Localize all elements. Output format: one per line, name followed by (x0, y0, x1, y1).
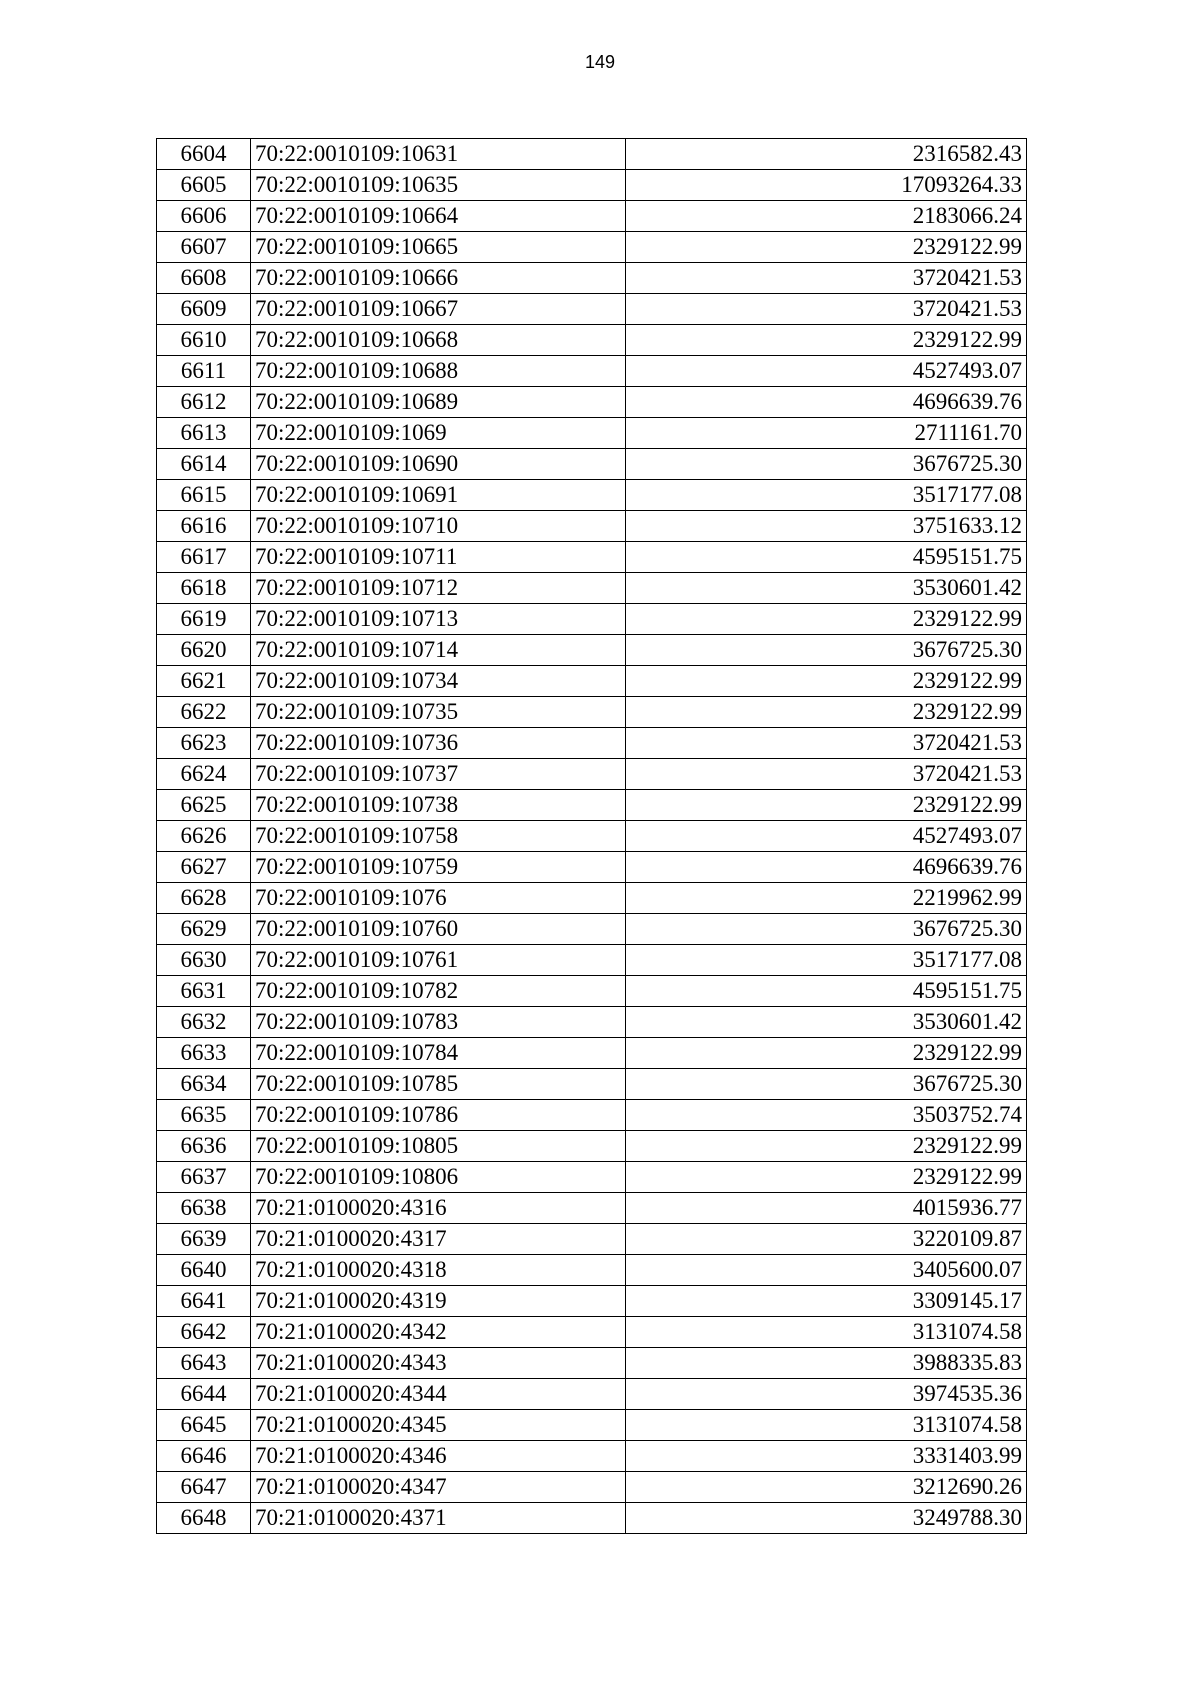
cadastral-number-cell: 70:22:0010109:10635 (251, 170, 626, 201)
cadastral-value-cell: 3309145.17 (626, 1286, 1027, 1317)
cadastral-number-cell: 70:21:0100020:4347 (251, 1472, 626, 1503)
row-number-cell: 6627 (157, 852, 251, 883)
cadastral-number-cell: 70:22:0010109:10665 (251, 232, 626, 263)
cadastral-value-cell: 3676725.30 (626, 914, 1027, 945)
cadastral-number-cell: 70:22:0010109:10783 (251, 1007, 626, 1038)
cadastral-value-cell: 2329122.99 (626, 1131, 1027, 1162)
row-number-cell: 6614 (157, 449, 251, 480)
row-number-cell: 6632 (157, 1007, 251, 1038)
table-row (157, 1162, 1027, 1193)
cadastral-value-cell: 3720421.53 (626, 263, 1027, 294)
cadastral-number-cell: 70:21:0100020:4319 (251, 1286, 626, 1317)
cadastral-number-cell: 70:22:0010109:10664 (251, 201, 626, 232)
table-row (157, 1193, 1027, 1224)
table-row (157, 635, 1027, 666)
row-number-cell: 6635 (157, 1100, 251, 1131)
row-number-cell: 6612 (157, 387, 251, 418)
table-body (157, 139, 1027, 1534)
cadastral-number-cell: 70:22:0010109:10805 (251, 1131, 626, 1162)
row-number-cell: 6626 (157, 821, 251, 852)
cadastral-value-cell: 2219962.99 (626, 883, 1027, 914)
row-number-cell: 6646 (157, 1441, 251, 1472)
cadastral-value-cell: 2329122.99 (626, 1038, 1027, 1069)
cadastral-value-cell: 4595151.75 (626, 542, 1027, 573)
table-row (157, 139, 1027, 170)
table-row (157, 790, 1027, 821)
row-number-cell: 6623 (157, 728, 251, 759)
row-number-cell: 6645 (157, 1410, 251, 1441)
row-number-cell: 6616 (157, 511, 251, 542)
cadastral-number-cell: 70:22:0010109:10631 (251, 139, 626, 170)
cadastral-number-cell: 70:22:0010109:10806 (251, 1162, 626, 1193)
cadastral-value-cell: 2329122.99 (626, 697, 1027, 728)
table-row (157, 1317, 1027, 1348)
cadastral-value-cell: 2329122.99 (626, 604, 1027, 635)
table-row (157, 480, 1027, 511)
cadastral-value-cell: 4696639.76 (626, 387, 1027, 418)
table-row (157, 1131, 1027, 1162)
cadastral-value-cell: 4696639.76 (626, 852, 1027, 883)
row-number-cell: 6619 (157, 604, 251, 635)
table-row (157, 232, 1027, 263)
table-row (157, 1410, 1027, 1441)
table-row (157, 1069, 1027, 1100)
table-row (157, 511, 1027, 542)
cadastral-value-cell: 3249788.30 (626, 1503, 1027, 1534)
table-row (157, 852, 1027, 883)
cadastral-value-cell: 3751633.12 (626, 511, 1027, 542)
row-number-cell: 6640 (157, 1255, 251, 1286)
cadastral-value-cell: 3212690.26 (626, 1472, 1027, 1503)
table-row (157, 573, 1027, 604)
cadastral-number-cell: 70:22:0010109:10710 (251, 511, 626, 542)
row-number-cell: 6615 (157, 480, 251, 511)
row-number-cell: 6604 (157, 139, 251, 170)
table-row (157, 1224, 1027, 1255)
cadastral-number-cell: 70:22:0010109:10786 (251, 1100, 626, 1131)
table-row (157, 1286, 1027, 1317)
row-number-cell: 6622 (157, 697, 251, 728)
cadastral-value-cell: 3131074.58 (626, 1410, 1027, 1441)
cadastral-number-cell: 70:21:0100020:4346 (251, 1441, 626, 1472)
row-number-cell: 6638 (157, 1193, 251, 1224)
cadastral-value-cell: 2329122.99 (626, 666, 1027, 697)
cadastral-value-cell: 4015936.77 (626, 1193, 1027, 1224)
row-number-cell: 6639 (157, 1224, 251, 1255)
cadastral-value-cell: 4595151.75 (626, 976, 1027, 1007)
cadastral-number-cell: 70:22:0010109:10688 (251, 356, 626, 387)
row-number-cell: 6647 (157, 1472, 251, 1503)
row-number-cell: 6607 (157, 232, 251, 263)
cadastral-number-cell: 70:21:0100020:4344 (251, 1379, 626, 1410)
table-row (157, 1007, 1027, 1038)
table-row (157, 1348, 1027, 1379)
cadastral-value-cell: 3676725.30 (626, 449, 1027, 480)
row-number-cell: 6633 (157, 1038, 251, 1069)
row-number-cell: 6608 (157, 263, 251, 294)
cadastral-number-cell: 70:22:0010109:1076 (251, 883, 626, 914)
row-number-cell: 6620 (157, 635, 251, 666)
row-number-cell: 6634 (157, 1069, 251, 1100)
row-number-cell: 6637 (157, 1162, 251, 1193)
cadastral-number-cell: 70:22:0010109:10737 (251, 759, 626, 790)
table-row (157, 728, 1027, 759)
row-number-cell: 6613 (157, 418, 251, 449)
cadastral-value-cell: 3974535.36 (626, 1379, 1027, 1410)
cadastral-value-cell: 3530601.42 (626, 573, 1027, 604)
cadastral-value-cell: 3530601.42 (626, 1007, 1027, 1038)
row-number-cell: 6648 (157, 1503, 251, 1534)
cadastral-number-cell: 70:22:0010109:10785 (251, 1069, 626, 1100)
table-row (157, 976, 1027, 1007)
cadastral-number-cell: 70:22:0010109:10761 (251, 945, 626, 976)
cadastral-value-cell: 2329122.99 (626, 1162, 1027, 1193)
row-number-cell: 6629 (157, 914, 251, 945)
table-row (157, 418, 1027, 449)
cadastral-value-cell: 2316582.43 (626, 139, 1027, 170)
cadastral-value-cell: 3405600.07 (626, 1255, 1027, 1286)
cadastral-number-cell: 70:22:0010109:10738 (251, 790, 626, 821)
cadastral-value-cell: 2329122.99 (626, 790, 1027, 821)
cadastral-number-cell: 70:21:0100020:4345 (251, 1410, 626, 1441)
table-row (157, 356, 1027, 387)
table-row (157, 666, 1027, 697)
row-number-cell: 6628 (157, 883, 251, 914)
row-number-cell: 6606 (157, 201, 251, 232)
cadastral-value-cell: 3220109.87 (626, 1224, 1027, 1255)
cadastral-number-cell: 70:22:0010109:10690 (251, 449, 626, 480)
cadastral-value-cell: 3517177.08 (626, 480, 1027, 511)
table-row (157, 759, 1027, 790)
cadastral-value-cell: 3988335.83 (626, 1348, 1027, 1379)
row-number-cell: 6641 (157, 1286, 251, 1317)
cadastral-number-cell: 70:22:0010109:10758 (251, 821, 626, 852)
cadastral-value-cell: 2329122.99 (626, 232, 1027, 263)
cadastral-value-cell: 17093264.33 (626, 170, 1027, 201)
table-row (157, 821, 1027, 852)
cadastral-value-cell: 3720421.53 (626, 728, 1027, 759)
cadastral-number-cell: 70:22:0010109:10734 (251, 666, 626, 697)
cadastral-number-cell: 70:22:0010109:10759 (251, 852, 626, 883)
cadastral-number-cell: 70:22:0010109:10782 (251, 976, 626, 1007)
table-row (157, 1441, 1027, 1472)
table-row (157, 945, 1027, 976)
cadastral-value-cell: 4527493.07 (626, 356, 1027, 387)
cadastral-value-cell: 4527493.07 (626, 821, 1027, 852)
table-row (157, 914, 1027, 945)
cadastral-number-cell: 70:21:0100020:4371 (251, 1503, 626, 1534)
row-number-cell: 6636 (157, 1131, 251, 1162)
cadastral-value-cell: 3720421.53 (626, 294, 1027, 325)
row-number-cell: 6618 (157, 573, 251, 604)
cadastral-number-cell: 70:22:0010109:10712 (251, 573, 626, 604)
table-row (157, 1100, 1027, 1131)
cadastral-number-cell: 70:21:0100020:4318 (251, 1255, 626, 1286)
cadastral-number-cell: 70:22:0010109:10711 (251, 542, 626, 573)
cadastral-number-cell: 70:22:0010109:10784 (251, 1038, 626, 1069)
table-row (157, 449, 1027, 480)
row-number-cell: 6625 (157, 790, 251, 821)
row-number-cell: 6642 (157, 1317, 251, 1348)
table-row (157, 697, 1027, 728)
cadastral-number-cell: 70:21:0100020:4317 (251, 1224, 626, 1255)
cadastral-number-cell: 70:22:0010109:10714 (251, 635, 626, 666)
cadastral-value-cell: 3331403.99 (626, 1441, 1027, 1472)
table-row (157, 1379, 1027, 1410)
cadastral-value-cell: 3676725.30 (626, 1069, 1027, 1100)
cadastral-value-cell: 3676725.30 (626, 635, 1027, 666)
row-number-cell: 6617 (157, 542, 251, 573)
cadastral-number-cell: 70:21:0100020:4316 (251, 1193, 626, 1224)
table-row (157, 1503, 1027, 1534)
cadastral-value-cell: 3517177.08 (626, 945, 1027, 976)
cadastral-number-cell: 70:22:0010109:10689 (251, 387, 626, 418)
cadastral-number-cell: 70:22:0010109:10691 (251, 480, 626, 511)
cadastral-number-cell: 70:22:0010109:10667 (251, 294, 626, 325)
row-number-cell: 6605 (157, 170, 251, 201)
table-row (157, 325, 1027, 356)
row-number-cell: 6630 (157, 945, 251, 976)
cadastral-value-cell: 3720421.53 (626, 759, 1027, 790)
table-row (157, 387, 1027, 418)
cadastral-number-cell: 70:22:0010109:10735 (251, 697, 626, 728)
cadastral-value-cell: 3503752.74 (626, 1100, 1027, 1131)
cadastral-value-cell: 3131074.58 (626, 1317, 1027, 1348)
row-number-cell: 6631 (157, 976, 251, 1007)
row-number-cell: 6610 (157, 325, 251, 356)
row-number-cell: 6643 (157, 1348, 251, 1379)
table-row (157, 1255, 1027, 1286)
table-row (157, 294, 1027, 325)
table-row (157, 1472, 1027, 1503)
cadastral-value-cell: 2329122.99 (626, 325, 1027, 356)
row-number-cell: 6644 (157, 1379, 251, 1410)
table-row (157, 201, 1027, 232)
cadastral-value-table (156, 138, 1027, 1534)
row-number-cell: 6609 (157, 294, 251, 325)
cadastral-number-cell: 70:22:0010109:1069 (251, 418, 626, 449)
cadastral-number-cell: 70:22:0010109:10713 (251, 604, 626, 635)
table-row (157, 1038, 1027, 1069)
table-row (157, 263, 1027, 294)
table-row (157, 170, 1027, 201)
row-number-cell: 6621 (157, 666, 251, 697)
cadastral-value-cell: 2183066.24 (626, 201, 1027, 232)
row-number-cell: 6624 (157, 759, 251, 790)
cadastral-number-cell: 70:22:0010109:10736 (251, 728, 626, 759)
cadastral-number-cell: 70:21:0100020:4342 (251, 1317, 626, 1348)
page-number: 149 (584, 52, 616, 72)
table-row (157, 604, 1027, 635)
cadastral-number-cell: 70:22:0010109:10668 (251, 325, 626, 356)
table-row (157, 542, 1027, 573)
cadastral-number-cell: 70:22:0010109:10666 (251, 263, 626, 294)
cadastral-number-cell: 70:22:0010109:10760 (251, 914, 626, 945)
table-row (157, 883, 1027, 914)
cadastral-value-cell: 2711161.70 (626, 418, 1027, 449)
row-number-cell: 6611 (157, 356, 251, 387)
cadastral-number-cell: 70:21:0100020:4343 (251, 1348, 626, 1379)
